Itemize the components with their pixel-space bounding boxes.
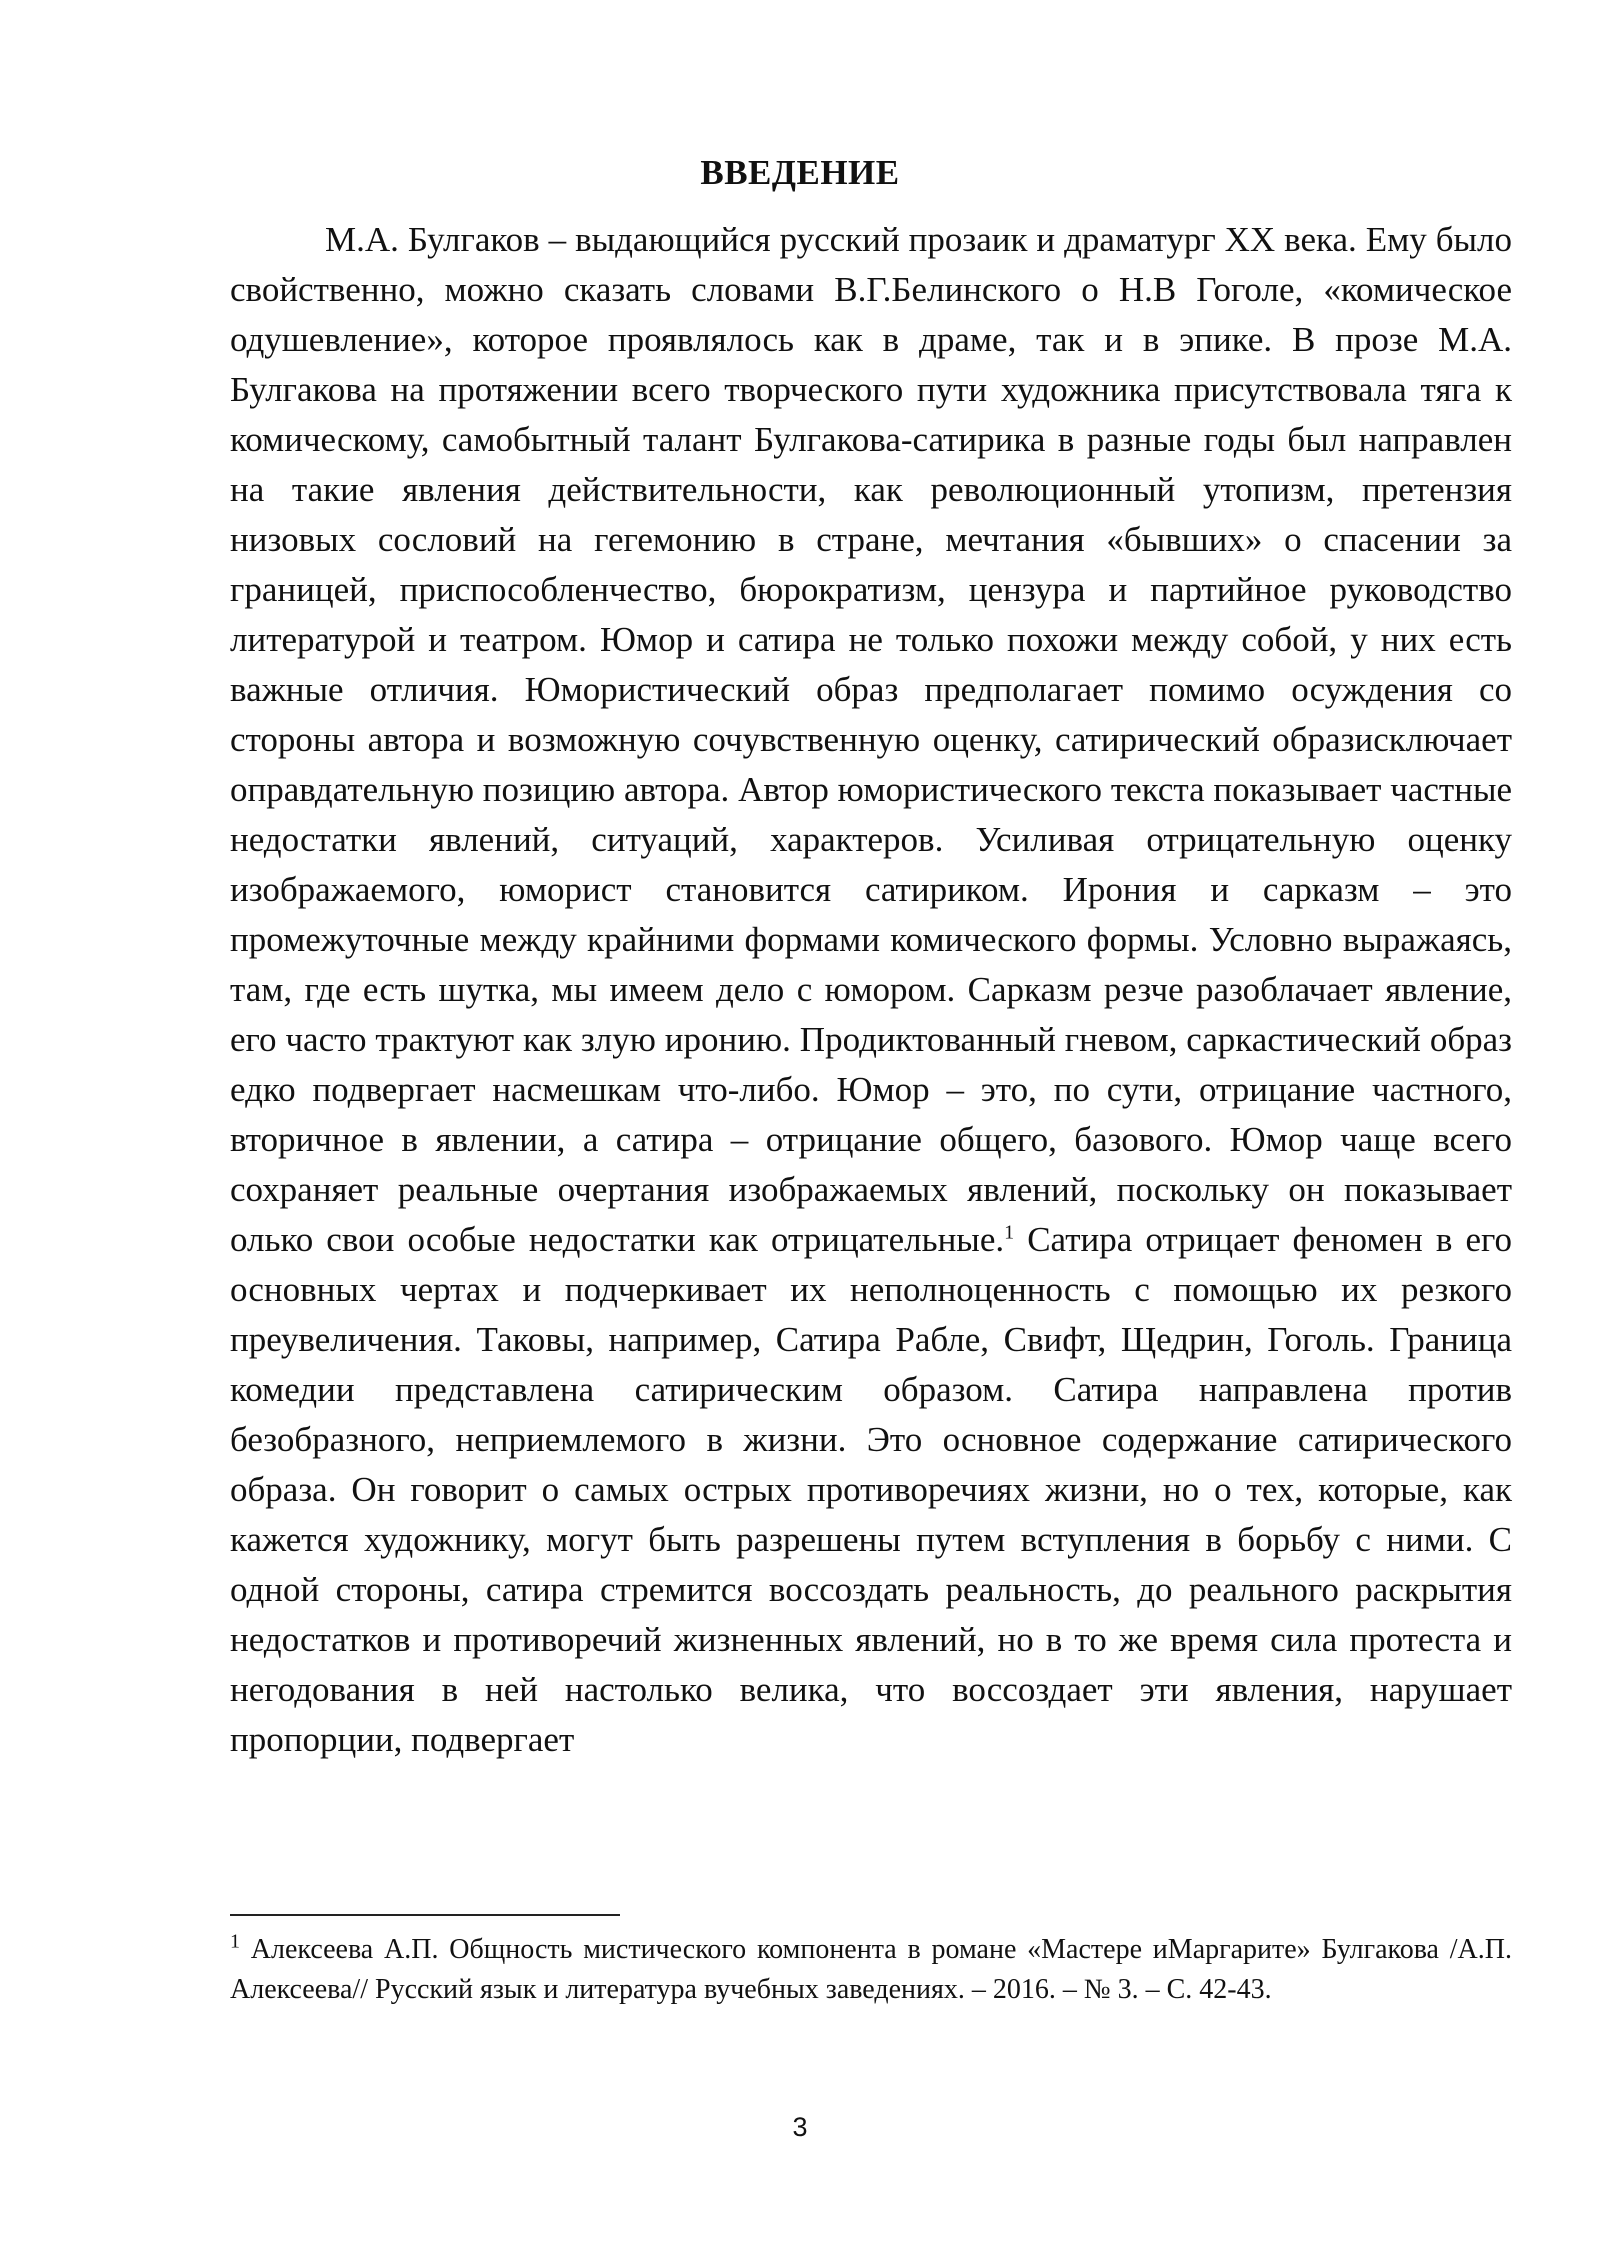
footnote-marker: 1 (230, 1930, 240, 1953)
body-paragraph (230, 215, 1512, 1765)
footnote-text: Алексеева А.П. Общность мистического компонента в романе «Мастере иМаргарите» Булгакова /А.П. Алексеева// Русский язык и литература вучебных заведениях. – 2016. – № 3. – С. 42-43. (230, 1934, 1512, 2005)
body-text-part-2: Сатира отрицает феномен в его основных чертах и подчеркивает их неполноценность с помощью их резкого преувеличения. Таковы, например, Сатира Рабле, Свифт, Щедрин, Гоголь. Граница комедии представлена сатирическим образом. Сатира направлена против безобразного, неприемлемого в жизни. Это основное содержание сатирического образа. Он говорит о самых острых противоречиях жизни, но о тех, которые, как кажется художнику, могут быть разрешены путем вступления в борьбу с ними. С одной стороны, сатира стремится воссоздать реальность, до реального раскрытия недостатков и противоречий жизненных явлений, но в то же время сила протеста и негодования в ней настолько велика, что воссоздает эти явления, нарушает пропорции, подвергает (230, 1220, 1513, 1759)
body-text-part-1: М.А. Булгаков – выдающийся русский прозаик и драматург XX века. Ему было свойственно, можно сказать словами В.Г.Белинского о Н.В Гоголе, «комическое одушевление», которое проявлялось как в драме, так и в эпике. В прозе М.А. Булгакова на протяжении всего творческого пути художника присутствовала тяга к комическому, самобытный талант Булгакова-сатирика в разные годы был направлен на такие явления действительности, как революционный утопизм, претензия низовых сословий на гегемонию в стране, мечтания «бывших» о спасении за границей, приспособленчество, бюрократизм, цензура и партийное руководство литературой и театром. Юмор и сатира не только похожи между собой, у них есть важные отличия. Юмористический образ предполагает помимо осуждения со стороны автора и возможную сочувственную оценку, сатирический образисключает оправдательную позицию автора. Автор юмористического текста показывает частные недостатки явлений, ситуаций, характеров. Усиливая отрицательную оценку изображаемого, юморист становится сатириком. Ирония и сарказм – это промежуточные между крайними формами комического формы. Условно выражаясь, там, где есть шутка, мы имеем дело с юмором. Сарказм резче разоблачает явление, его часто трактуют как злую иронию. Продиктованный гневом, саркастический образ едко подвергает насмешкам что-либо. Юмор – это, по сути, отрицание частного, вторичное в явлении, а сатира – отрицание общего, базового. Юмор чаще всего сохраняет реальные очертания изображаемых явлений, поскольку он показывает олько свои особые недостатки как отрицательные. (230, 220, 1512, 1259)
footnote-separator (230, 1914, 620, 1916)
page-title: ВВЕДЕНИЕ (700, 153, 900, 192)
footnote-reference[interactable]: 1 (1004, 1221, 1015, 1244)
footnote (230, 1930, 1512, 2010)
page-number: 3 (792, 2112, 808, 2142)
